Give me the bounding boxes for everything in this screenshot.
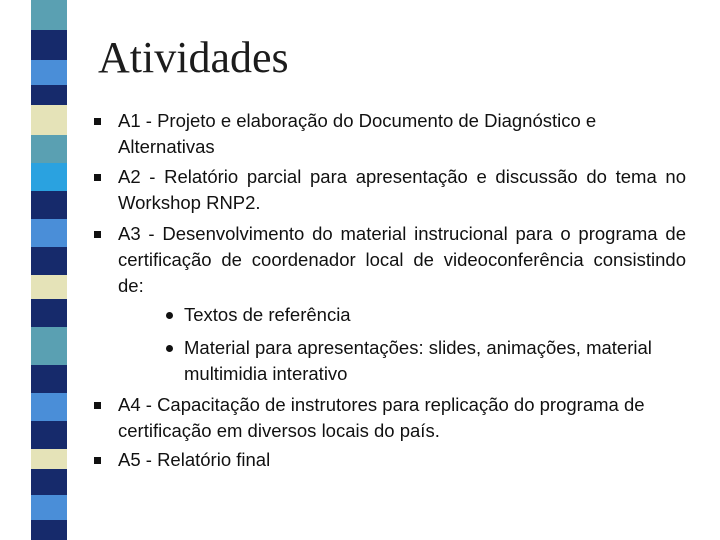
sub-list-item: Material para apresentações: slides, animações, material multimidia interativo bbox=[184, 337, 652, 384]
bullet-icon bbox=[94, 457, 101, 464]
sub-bullet-icon bbox=[166, 345, 173, 352]
sub-bullet-icon bbox=[166, 312, 173, 319]
bullet-icon bbox=[94, 402, 101, 409]
list-item: A4 - Capacitação de instrutores para replicação do programa de certificação em diversos locais do país. bbox=[118, 394, 645, 441]
bullet-icon bbox=[94, 174, 101, 181]
sub-list-item: Textos de referência bbox=[184, 304, 351, 325]
list-item: A2 - Relatório parcial para apresentação e discussão do tema no Workshop RNP2. bbox=[118, 166, 686, 213]
list-item: A1 - Projeto e elaboração do Documento de Diagnóstico e Alternativas bbox=[118, 110, 597, 157]
decorative-stripe bbox=[31, 0, 67, 540]
list-item: A3 - Desenvolvimento do material instrucional para o programa de certificação de coordenador local de videoconferência consistindo de: bbox=[118, 223, 686, 296]
slide-title: Atividades bbox=[98, 33, 289, 82]
bullet-icon bbox=[94, 231, 101, 238]
bullet-icon bbox=[94, 118, 101, 125]
list-item: A5 - Relatório final bbox=[118, 449, 271, 470]
